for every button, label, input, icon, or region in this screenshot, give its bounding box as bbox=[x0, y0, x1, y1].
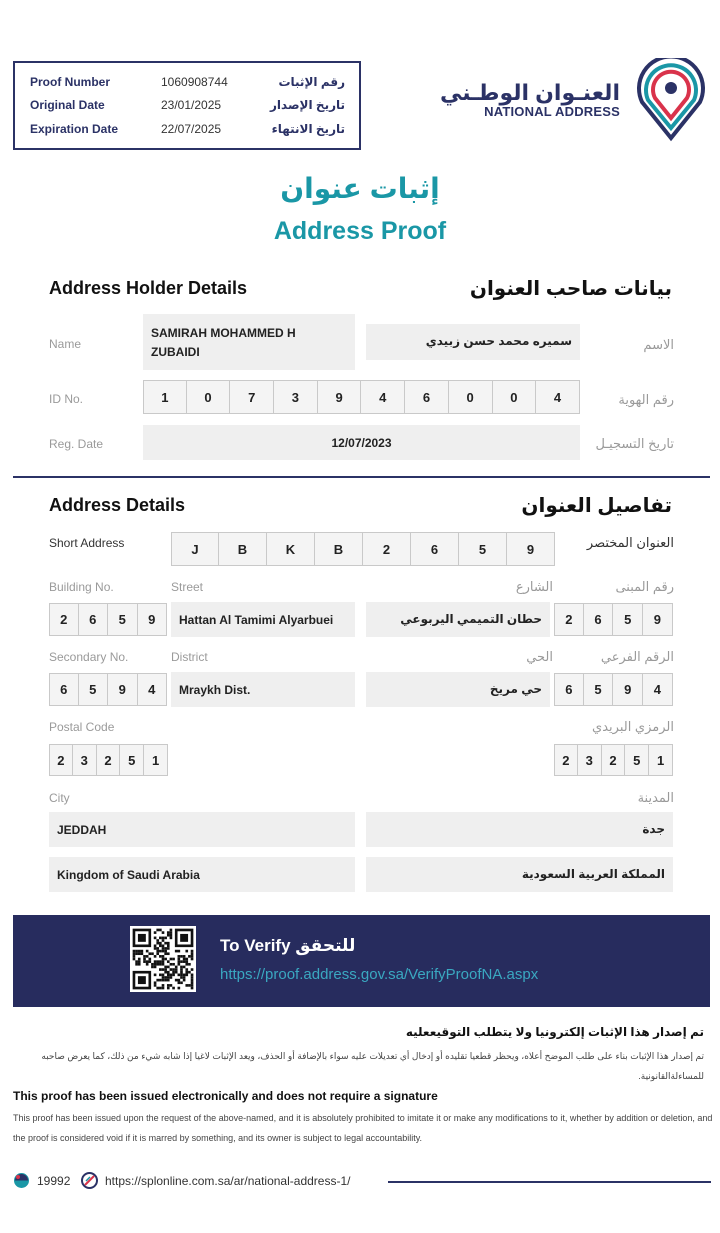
char-cell: 1 bbox=[144, 744, 168, 776]
char-cell: K bbox=[267, 532, 315, 566]
postal-code-cells bbox=[49, 744, 168, 776]
char-cell: 3 bbox=[274, 380, 318, 414]
title-en: Address Proof bbox=[273, 217, 447, 245]
city-label: City bbox=[49, 791, 70, 805]
char-cell: 9 bbox=[318, 380, 362, 414]
postal-label-ar: الرمزي البريدي bbox=[592, 719, 674, 734]
char-cell: 3 bbox=[73, 744, 97, 776]
char-cell: 9 bbox=[643, 603, 673, 636]
char-cell: B bbox=[219, 532, 267, 566]
id-label: ID No. bbox=[49, 392, 84, 406]
country-en-value: Kingdom of Saudi Arabia bbox=[49, 857, 355, 892]
name-ar-box: سميره محمد حسن زبيدي bbox=[366, 324, 580, 360]
name-line1: SAMIRAH MOHAMMED H bbox=[151, 326, 296, 340]
char-cell: 9 bbox=[108, 673, 138, 706]
char-cell: 2 bbox=[97, 744, 121, 776]
char-cell: J bbox=[171, 532, 219, 566]
reg-date-label-ar: تاريخ التسجيـل bbox=[595, 436, 674, 451]
building-number-cells bbox=[49, 603, 167, 636]
country-ar-value: المملكة العربية السعودية bbox=[366, 857, 673, 892]
building-label: Building No. bbox=[49, 580, 114, 594]
secondary-label-ar: الرقم الفرعي bbox=[600, 649, 674, 664]
proof-number-label-ar: رقم الإثبات bbox=[278, 75, 345, 89]
secondary-number-cells-ar bbox=[554, 673, 673, 706]
district-en-value: Mraykh Dist. bbox=[171, 672, 355, 707]
char-cell: 5 bbox=[108, 603, 138, 636]
char-cell: 0 bbox=[187, 380, 231, 414]
char-cell: 4 bbox=[643, 673, 673, 706]
original-date-label: Original Date bbox=[30, 98, 105, 112]
char-cell: 5 bbox=[79, 673, 109, 706]
char-cell: 6 bbox=[79, 603, 109, 636]
char-cell: 2 bbox=[554, 603, 584, 636]
char-cell: 6 bbox=[554, 673, 584, 706]
proof-number-value: 1060908744 bbox=[161, 75, 228, 89]
char-cell: 5 bbox=[459, 532, 507, 566]
qr-code-icon[interactable] bbox=[130, 926, 196, 992]
short-address-cells bbox=[171, 532, 555, 566]
expiration-date-value: 22/07/2025 bbox=[161, 122, 222, 136]
address-heading-en: Address Details bbox=[49, 495, 186, 515]
id-label-ar: رقم الهوية bbox=[618, 392, 674, 407]
section-divider bbox=[13, 476, 710, 478]
postal-code-cells-ar bbox=[554, 744, 673, 776]
postal-label: Postal Code bbox=[49, 720, 115, 734]
original-date-value: 23/01/2025 bbox=[161, 98, 222, 112]
char-cell: 5 bbox=[120, 744, 144, 776]
building-number-cells-ar bbox=[554, 603, 673, 636]
street-label-ar: الشارع bbox=[515, 579, 553, 594]
proof-number-row bbox=[15, 75, 359, 97]
short-address-label-ar: العنوان المختصر bbox=[586, 535, 674, 550]
verify-banner bbox=[13, 915, 710, 1007]
char-cell: 0 bbox=[493, 380, 537, 414]
secondary-label: Secondary No. bbox=[49, 650, 129, 664]
verify-link[interactable]: https://proof.address.gov.sa/VerifyProofNA.aspx bbox=[220, 966, 539, 983]
name-line2: ZUBAIDI bbox=[151, 345, 200, 359]
char-cell: 6 bbox=[411, 532, 459, 566]
short-address-label: Short Address bbox=[49, 536, 125, 550]
building-label-ar: رقم المبنى bbox=[615, 579, 674, 594]
footer-line bbox=[388, 1181, 711, 1183]
char-cell: 9 bbox=[613, 673, 643, 706]
reg-date-value: 12/07/2023 bbox=[143, 425, 580, 460]
char-cell: 2 bbox=[363, 532, 411, 566]
char-cell: 2 bbox=[554, 744, 578, 776]
footer-phone-number: 19992 bbox=[37, 1174, 71, 1188]
verify-title: To Verify للتحقق bbox=[220, 936, 356, 955]
web-link-icon bbox=[81, 1172, 98, 1189]
reg-date-label: Reg. Date bbox=[49, 437, 104, 451]
district-label-ar: الحي bbox=[526, 649, 553, 664]
original-date-label-ar: تاريخ الإصدار bbox=[269, 98, 345, 112]
expiration-date-label: Expiration Date bbox=[30, 122, 119, 136]
id-number-cells bbox=[143, 380, 580, 414]
holder-heading-ar: بيانات صاحب العنوان bbox=[469, 278, 672, 300]
note-ar-body: تم إصدار هذا الإثبات بناء على طلب الموضح أعلاه، ويحظر قطعيا تقليده أو إدخال أي تعديلات عليه سواء بالإضافة أو الحذف، ويعد الإثبات لاغيا إذا شابه شيء من ذلك، كما يعرض صاحبه للمساءلةالقانونية. bbox=[41, 1051, 704, 1081]
char-cell: 2 bbox=[49, 603, 79, 636]
char-cell: 3 bbox=[578, 744, 602, 776]
expiration-date-label-ar: تاريخ الانتهاء bbox=[271, 122, 345, 136]
city-en-value: JEDDAH bbox=[49, 812, 355, 847]
proof-number-label: Proof Number bbox=[30, 75, 111, 89]
logo-text-en: NATIONAL ADDRESS bbox=[484, 104, 620, 119]
name-en-box bbox=[143, 314, 355, 370]
district-ar-value: حي مريخ bbox=[366, 672, 550, 707]
char-cell: 4 bbox=[536, 380, 580, 414]
char-cell: 5 bbox=[584, 673, 614, 706]
char-cell: 5 bbox=[613, 603, 643, 636]
note-en-body: This proof has been issued upon the request of the above-named, and it is absolutely prohibited to imitate it or make any modifications to it, whether by addition or deletion, and the proof is considered void if it is marred by something, and its owner is subject to legal accountability. bbox=[13, 1113, 713, 1143]
name-label: Name bbox=[49, 337, 82, 351]
national-address-logo-icon bbox=[628, 58, 714, 142]
char-cell: 4 bbox=[138, 673, 168, 706]
address-heading-ar: تفاصيل العنوان bbox=[521, 495, 672, 517]
phone-globe-icon bbox=[13, 1172, 30, 1189]
street-ar-value: حطان التميمي اليربوعي bbox=[366, 602, 550, 637]
street-label: Street bbox=[171, 580, 204, 594]
char-cell: 2 bbox=[49, 744, 73, 776]
char-cell: 7 bbox=[230, 380, 274, 414]
holder-heading-en: Address Holder Details bbox=[49, 278, 248, 298]
note-ar-title: تم إصدار هذا الإثبات إلكترونيا ولا يتطلب التوقيععليه bbox=[405, 1025, 704, 1039]
city-ar-value: جدة bbox=[366, 812, 673, 847]
street-en-value: Hattan Al Tamimi Alyarbuei bbox=[171, 602, 355, 637]
district-label: District bbox=[171, 650, 208, 664]
footer-link[interactable]: https://splonline.com.sa/ar/national-address-1/ bbox=[105, 1174, 351, 1188]
logo-text-ar: العنـوان الوطـني bbox=[439, 80, 620, 105]
city-label-ar: المدينة bbox=[637, 790, 674, 805]
char-cell: 6 bbox=[584, 603, 614, 636]
char-cell: 6 bbox=[49, 673, 79, 706]
char-cell: 0 bbox=[449, 380, 493, 414]
secondary-number-cells bbox=[49, 673, 167, 706]
char-cell: 5 bbox=[625, 744, 649, 776]
char-cell: 6 bbox=[405, 380, 449, 414]
char-cell: B bbox=[315, 532, 363, 566]
char-cell: 9 bbox=[138, 603, 168, 636]
char-cell: 1 bbox=[143, 380, 187, 414]
char-cell: 4 bbox=[361, 380, 405, 414]
char-cell: 1 bbox=[649, 744, 673, 776]
original-date-row bbox=[15, 98, 359, 120]
char-cell: 2 bbox=[602, 744, 626, 776]
name-label-ar: الاسم bbox=[643, 337, 674, 352]
proof-info-box bbox=[13, 61, 361, 150]
char-cell: 9 bbox=[507, 532, 555, 566]
title-ar: إثبات عنوان bbox=[280, 173, 440, 204]
expiration-date-row bbox=[15, 122, 359, 144]
note-en-title: This proof has been issued electronically and does not require a signature bbox=[13, 1089, 438, 1103]
